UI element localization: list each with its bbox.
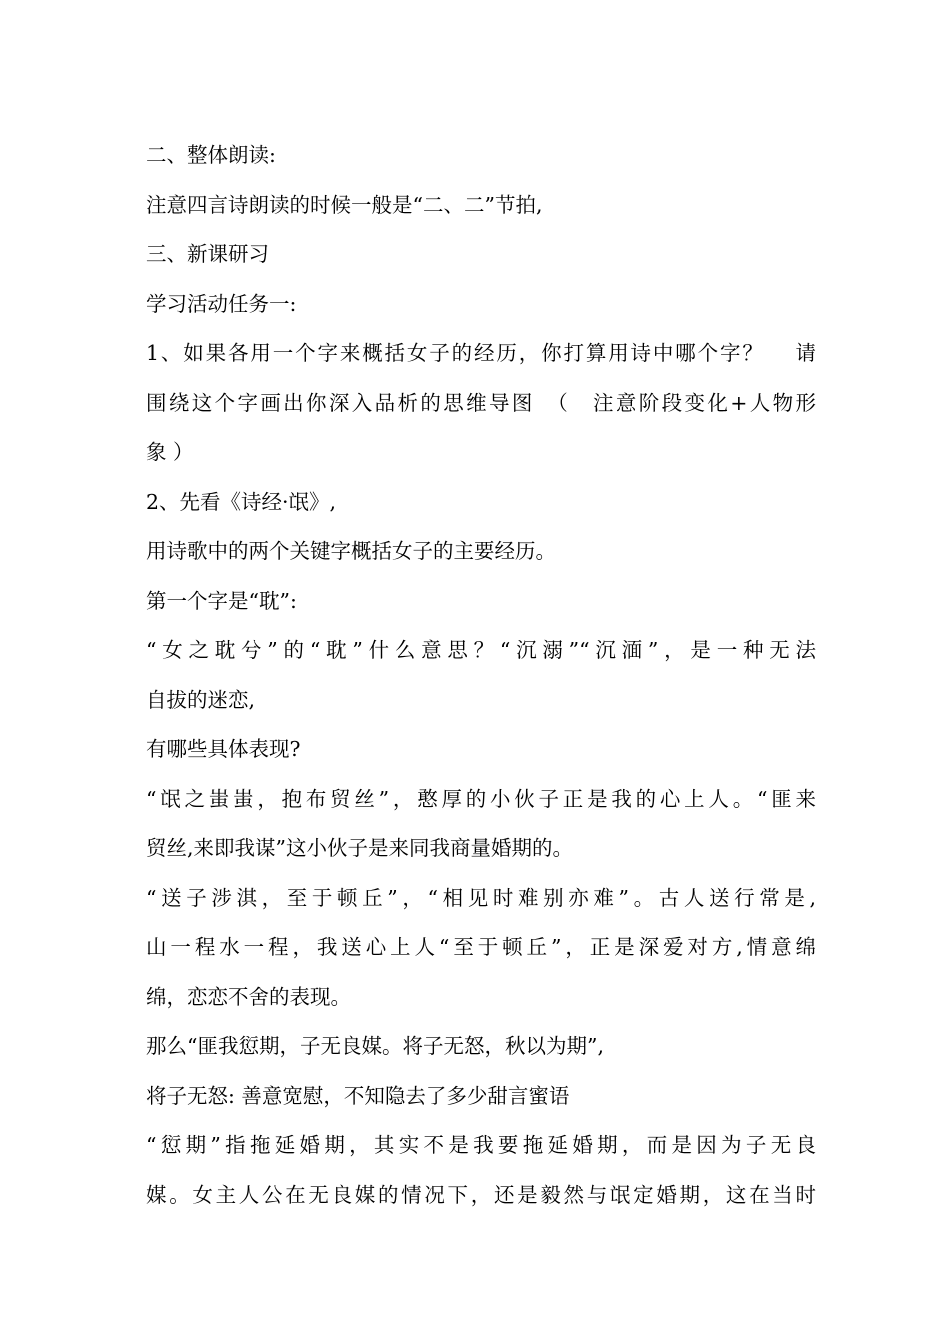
paragraph-line: 1、如果各用一个字来概括女子的经历，你打算用诗中哪个字？ 请 (146, 341, 816, 365)
paragraph-line: 有哪些具体表现? (146, 737, 301, 761)
paragraph-line: 第一个字是“耽”: (146, 588, 297, 613)
paragraph-line: 2、先看《诗经·氓》, (146, 489, 337, 514)
paragraph-line: 将子无怒: 善意宽慰，不知隐去了多少甜言蜜语 (146, 1083, 570, 1108)
paragraph-line: 媒。女主人公在无良媒的情况下，还是毅然与氓定婚期，这在当时 (146, 1182, 816, 1207)
document-page (146, 131, 816, 1220)
section-heading-study: 三、新课研习 (146, 242, 269, 266)
paragraph-line: 那么“匪我愆期，子无良媒。将子无怒，秋以为期”, (146, 1034, 604, 1058)
paragraph-line: 围绕这个字画出你深入品析的思维导图 （ 注意阶段变化+人物形 (146, 390, 816, 415)
section-heading-reading: 二、整体朗读: (146, 143, 276, 167)
paragraph-line: 贸丝,来即我谋”这小伙子是来同我商量婚期的。 (146, 836, 573, 860)
paragraph-line: 自拔的迷恋, (146, 687, 256, 712)
paragraph-line: “送子涉淇，至于顿丘”，“相见时难别亦难”。古人送行常是, (146, 885, 816, 910)
paragraph-line: 山一程水一程，我送心上人“至于顿丘”，正是深爱对方,情意绵 (146, 935, 816, 959)
paragraph-line: “愆期”指拖延婚期，其实不是我要拖延婚期，而是因为子无良 (146, 1133, 816, 1157)
paragraph-line: 注意四言诗朗读的时候一般是“二、二”节拍, (146, 192, 543, 217)
paragraph-line: “女之耽兮”的“耽”什么意思？“沉溺”“沉湎”，是一种无法 (146, 638, 816, 662)
paragraph-line: “氓之蚩蚩，抱布贸丝”，憨厚的小伙子正是我的心上人。“匪来 (146, 786, 816, 811)
paragraph-line: 用诗歌中的两个关键字概括女子的主要经历。 (146, 539, 556, 563)
paragraph-line: 象 ） (146, 440, 194, 464)
paragraph-line: 绵，恋恋不舍的表现。 (146, 984, 351, 1009)
task-heading: 学习活动任务一: (146, 291, 297, 316)
